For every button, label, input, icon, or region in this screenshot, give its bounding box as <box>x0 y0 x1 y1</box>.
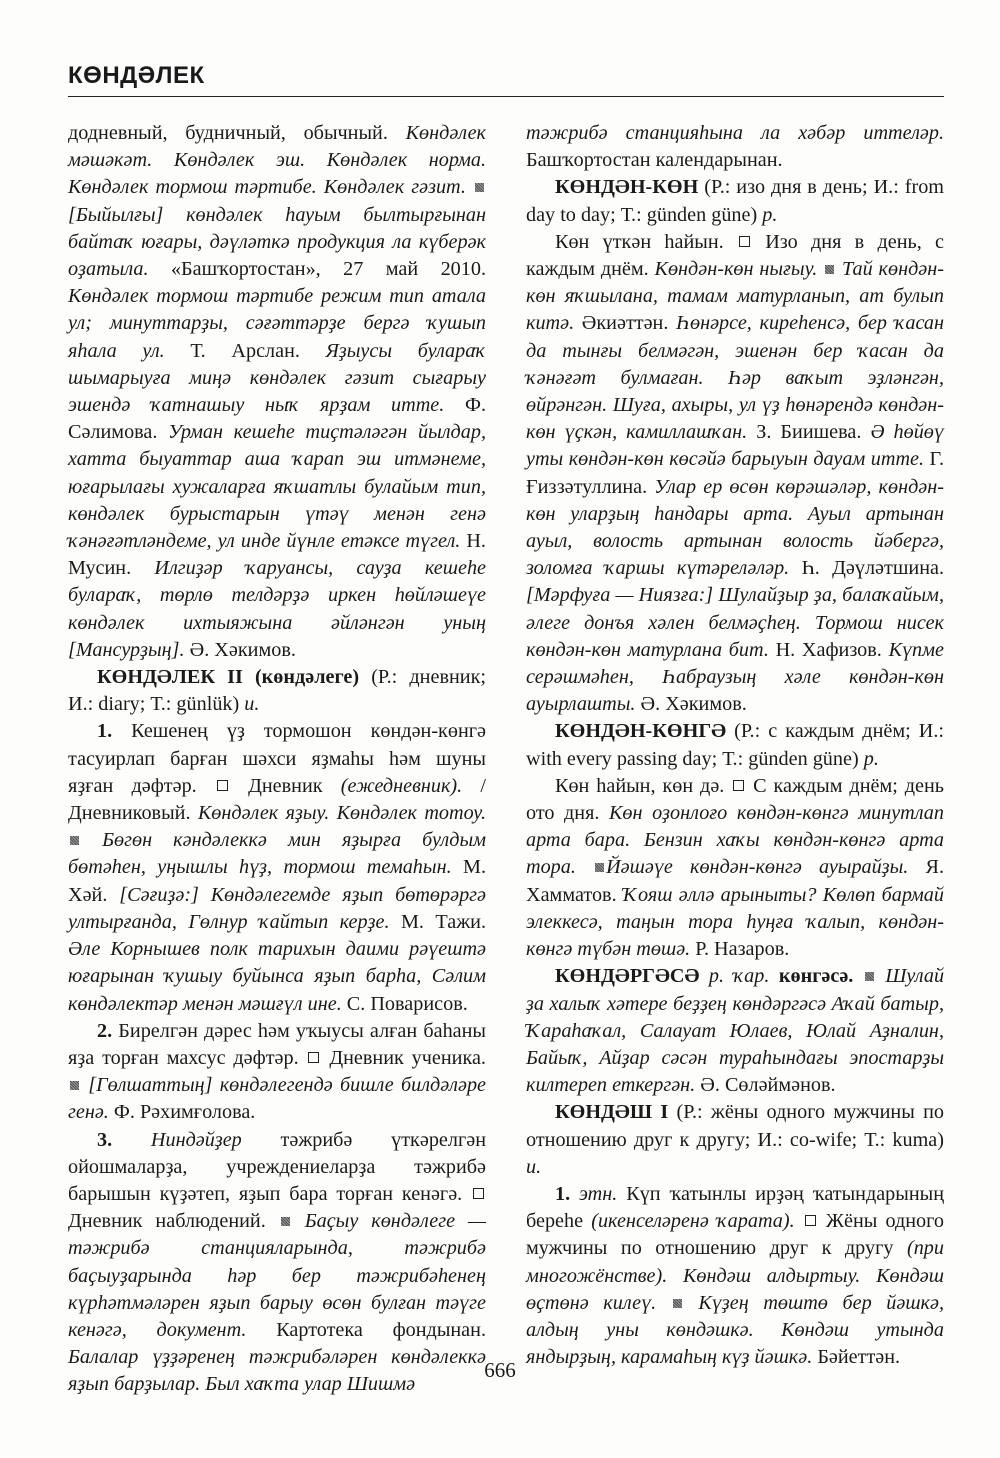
right-column <box>526 120 944 1371</box>
citation-source: Ә. Сөләймәнов. <box>695 1074 836 1097</box>
headword: КӨНДӘН-КӨН <box>555 176 699 199</box>
citation-source: Әкиәттән. <box>574 312 677 335</box>
citation-quote: Улар ер өсөн көрәшәләр, көндән-көн уларҙың һандары арта. Ауыл артынан ауыл, волость артынан волость йәбергә, золомға ҡаршы күтәреләләр. <box>526 475 945 580</box>
translations: (Р.: с каждым днём; И.: with every passing day; Т.: günden güne) <box>526 720 944 770</box>
equivalent-marker-icon <box>473 1188 484 1199</box>
usage-marker-icon <box>825 265 834 274</box>
usage-marker-icon <box>281 1217 290 1226</box>
sense-number: 1. <box>97 720 113 743</box>
definition: Кешенең үҙ тормошон көндән-көнгә тасуирлап барған шәхси яҙмаһы һәм шуны яҙған дәфтәр. <box>68 720 486 797</box>
citation-quote: Шулай ҙа халыҡ хәтере беҙҙең көндәргәсә Аҡай батыр, Ҡараһаҡал, Салауат Юлаев, Юлай Аҙналин, Байыҡ, Айҙар сәсән тураһындағы эпостарҙы килтереп еткергән. <box>526 965 945 1097</box>
citation-source: М. Тажи. <box>389 910 486 933</box>
sense-3-continuation <box>526 120 944 174</box>
part-of-speech: р. <box>863 747 879 770</box>
headword: КӨНДӘН-КӨНГӘ <box>555 720 727 743</box>
spacer-text <box>570 1183 579 1205</box>
translation-text: Изо дня в день, с каждым днём. <box>526 230 944 281</box>
sense-1 <box>68 718 486 1017</box>
definition: Бирелгән дәрес һәм уҡыусы алған баһаны яҙа торған махсус дәфтәр. <box>68 1019 486 1069</box>
usage-marker-icon <box>865 972 874 981</box>
entry-kondalek-continuation <box>68 120 486 664</box>
translations: (Р.: изо дня в день; И.: from day to day; Т.: günden güne) <box>526 176 944 226</box>
citation-quote: Бөгөн кәндәлеккә мин яҙырға булдым бөтәһен, уңышлы һүҙ, тормош темаһын. <box>68 829 486 879</box>
citation-quote: Яҙыусы булараҡ шымарыуға миңә көндәлек гәзит сығарыу эшендә ҡатнашыу ныҡ ярҙам итте. <box>68 339 486 417</box>
cross-reference-target: көнгәсә. <box>778 965 854 988</box>
citation-source: Т. Арслан. <box>164 339 326 362</box>
equivalent-marker-icon <box>805 1215 816 1226</box>
citation-source: Һ. Дәүләтшина. <box>789 557 944 580</box>
citation-source: З. Биишева. <box>747 421 871 444</box>
translations: (Р.: жёны одного мужчины по отношению друг к другу; И.: co-wife; Т.: kuma) <box>526 1101 944 1151</box>
citation-source: Ф. Рәхимғолова. <box>108 1101 256 1124</box>
citation-quote: Көндәлек тормош тәртибе режим тип атала ул; минуттарҙы, сәғәттәрҙе бергә ҡушып яһала ул. <box>68 285 486 362</box>
entry-kondan-konga <box>526 718 944 772</box>
citation-quote: Тай көндән-көн яҡшылана, тамам матурланып, ат булып китә. <box>526 258 944 335</box>
citation-source: Н. Хафизов. <box>768 638 889 661</box>
citation-quote: Ҡояш әллә арыныmы? Көлөп бармай элеккесә, таңын тора һуңға ҡалып, көндән-көнгә түбән төшә. <box>526 883 944 961</box>
entry-kondalek-ii <box>68 664 486 718</box>
citation-source: Ә. Хәкимов. <box>635 693 747 716</box>
usage-examples: Көн оҙонлоғо көндән-көнгә минутлап арта бара. Бензин хаҡы көндән-көнгә арта тора. <box>526 802 944 879</box>
sense-1-kondash <box>526 1181 944 1371</box>
headword: КӨНДӘЛЕК II (көндәлеге) <box>97 666 360 689</box>
citation-source: Бәйеттән. <box>812 1346 901 1369</box>
translation-text: додневный, будничный, обычный. <box>68 122 406 144</box>
citation-source: Н. Мусин. <box>68 530 486 580</box>
gloss: (икенселәренә ҡарата). <box>591 1210 795 1233</box>
definition: Күп ҡатынлы ирҙәң ҡатындарының береһе <box>526 1182 945 1233</box>
citation-quote: Илгиҙәр ҡаруансы, сауҙа кешеһе булараҡ, төрлө телдәрҙә иркен һөйләшеүе көндәлек ихтыяжына әйләнгән уның [Мансурҙың]. <box>68 557 487 661</box>
equivalent-marker-icon <box>217 780 228 791</box>
usage-marker-icon <box>475 183 484 192</box>
citation-quote: Балалар үҙҙәренең тәжрибәләрен көндәлеккә яҙып барҙылар. Был хаҡта улар Шишмә <box>68 1346 486 1396</box>
citation-quote: Әле Корнышев полк тарихын даими рәүештә юғарынан ҡушыу буйынса яҙып барһа, Сәлим көндәлектәр менән мәшғүл ине. <box>68 938 486 1015</box>
citation-quote: Күҙең төштө бер йәшкә, алдың уны көндәшкә. Көндәш утында яндырҙың, карамаһың күҙ йәшкә. <box>526 1291 945 1369</box>
entry-kondan-kon <box>526 174 944 228</box>
equivalent-marker-icon <box>739 236 750 247</box>
usage-marker-icon <box>595 863 604 872</box>
citation-quote: [Быйылғы] көндәлек һауым былтырғынан байтаҡ юғары, дәүләткә продукция ла күберәк оҙатыла. <box>68 203 486 281</box>
part-of-speech: р. <box>762 203 778 226</box>
gloss: (при многожёнстве). <box>526 1237 944 1287</box>
headword: КӨНДӘШ I <box>555 1101 669 1124</box>
page-number: 666 <box>484 1358 516 1382</box>
gloss: Ниндәйҙер <box>150 1128 242 1151</box>
citation-source: Картотека фондынан. <box>246 1318 486 1341</box>
usage-examples: Көндән-көн нығыу. <box>654 258 818 281</box>
spacer-text <box>769 965 778 987</box>
sense-number: 3. <box>97 1128 113 1151</box>
usage-examples: Көндәлек мәшәкәт. Көндәлек эш. Көндәлек норма. Көндәлек тормош тәртибе. Көндәлек гәзит. <box>68 122 486 199</box>
citation-quote: Баҫыу көндәлеге — тәжрибә станцияларында, тәжрибә баҫыуҙарында һәр бер тәжрибәһенең күрһәтмәләрен яҙып барыу өсөн булған тәүге кенәгә, документ. <box>68 1210 487 1341</box>
translation-text: Дневник ученика. <box>321 1046 486 1069</box>
translation-text: Жёны одного мужчины по отношению друг к другу <box>526 1210 945 1260</box>
headword: КӨНДӘРГӘСӘ <box>555 965 700 988</box>
entry-kondargasa <box>526 963 944 1099</box>
citation-source: Башҡортостан календарынан. <box>526 149 783 172</box>
cross-reference-label: р. ҡар. <box>708 965 770 988</box>
citation-quote: Ә һөйөү уты көндән-көн көсәйә барыуын дауам итте. <box>526 421 944 471</box>
spacer-text <box>699 965 708 987</box>
definition: Көн үткән һайын. <box>555 230 737 253</box>
running-head: КӨНДӘЛЕК <box>68 62 205 89</box>
citation-quote: [Мәрфуға — Ниязға:] Шулайҙыр ҙа, балаҡайым, әлеге донъя хәлен белмәҫһең. Тормош нисек көндән-көн матурлана бит. <box>526 584 944 661</box>
citation-quote: Йәшәүе көндән-көнгә ауырайҙы. <box>606 856 909 879</box>
citation-source: Р. Назаров. <box>690 938 790 961</box>
entry-kondan-kon-body <box>526 229 944 719</box>
equivalent-marker-icon <box>733 780 744 791</box>
citation-source: Ф. Сәлимова. <box>68 394 486 444</box>
translation-text: / Дневниковый. <box>68 774 486 825</box>
sense-number: 1. <box>555 1182 571 1205</box>
citation-source: Я. Хамматов. <box>526 856 945 906</box>
citation-quote: Һөнәрсе, киреһенсә, бер ҡасан да тынғы белмәгән, эшенән бер ҡасан да ҡәнәғәт булмаған. Һәр ваҡыт эҙләнгән, өйрәнгән. Шуға, ахыры, ул үҙ һөнәрендә көндән-көн үҫкән, камиллашҡан. <box>526 312 944 444</box>
domain-label: этн. <box>579 1182 618 1205</box>
usage-marker-icon <box>673 1299 682 1308</box>
usage-examples: Көндәш алдыртыу. Көндәш өҫтөнә килеү. <box>526 1264 944 1314</box>
header-rule <box>68 96 944 97</box>
usage-marker-icon <box>70 1081 79 1090</box>
spacer-text <box>667 1265 683 1287</box>
citation-source: М. Хәй. <box>68 856 486 906</box>
citation-quote: [Сәғиҙә:] Көндәлегемде яҙып бөтөрәргә ултырғанда, Гөлнур ҡайтып керҙе. <box>68 883 486 933</box>
citation-quote: [Гөлшаттың] көндәлегендә бишле билдәләре генә. <box>68 1074 486 1124</box>
definition: тәжрибә үткәрелгән ойошмаларҙа, учреждениеларҙа тәжрибә барышын күҙәтеп, яҙып бара торған кенәгә. <box>68 1128 486 1205</box>
gloss: (ежедневник). <box>340 774 463 797</box>
citation-quote: тәжрибә станцияһына ла хәбәр иттеләр. <box>526 122 944 144</box>
definition: Көн һайын, көн дә. <box>555 774 732 797</box>
sense-2 <box>68 1018 486 1127</box>
left-column <box>68 120 486 1399</box>
translation-text: Дневник наблюдений. <box>68 1210 279 1233</box>
translation-text: Дневник <box>229 774 341 797</box>
citation-source: «Башҡортостан», 27 май 2010. <box>148 258 486 281</box>
citation-quote: Күпме серәшмәһен, Һабраузың хәле көндән-көн ауырлашты. <box>526 638 944 716</box>
citation-quote: Урман кешеһе тиҫтәләгән йылдар, хатта быуаттар аша ҡарап эш итмәнеме, юғарылағы хужаларға яҡшатлы булайым тип, көндәлек бурыстарын үтәү менән генә ҡәнәғәтләндеме, ул инде йүнле етәксе түгел. <box>68 421 486 553</box>
translation-text: С каждым днём; день ото дня. <box>526 774 944 825</box>
equivalent-marker-icon <box>308 1052 319 1063</box>
sense-number: 2. <box>97 1019 113 1042</box>
entry-kondan-konga-body <box>526 773 944 963</box>
usage-marker-icon <box>70 836 79 845</box>
part-of-speech: и. <box>526 1155 542 1178</box>
translations: (Р.: дневник; И.: diary; Т.: günlük) <box>68 666 486 716</box>
part-of-speech: и. <box>244 693 260 716</box>
citation-source: Г. Ғиззәтуллина. <box>526 448 944 498</box>
citation-source: Ә. Хәкимов. <box>184 638 296 661</box>
usage-examples: Көндәлек яҙыу. Көндәлек тотоу. <box>197 802 486 825</box>
entry-kondash-i <box>526 1099 944 1181</box>
citation-source: С. Поварисов. <box>341 992 468 1015</box>
